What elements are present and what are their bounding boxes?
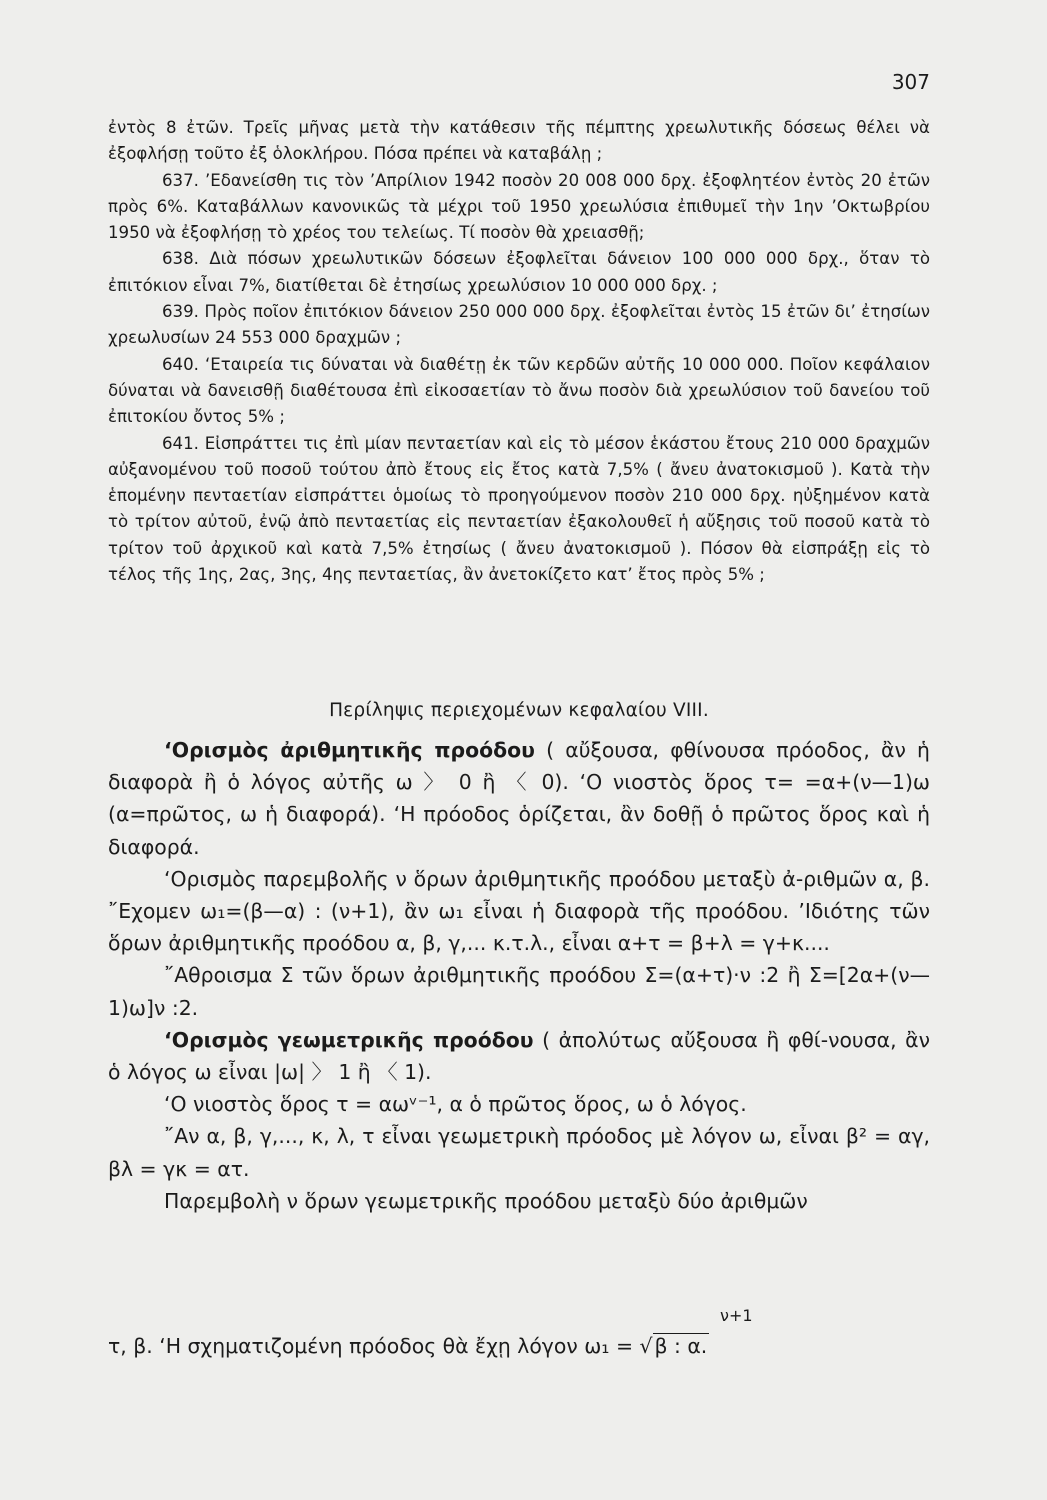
chapter-summary bbox=[108, 734, 930, 1217]
exercise-638: 638. Διὰ πόσων χρεωλυτικῶν δόσεων ἐξοφλεῖται δάνειον 100 000 000 δρχ., ὅταν τὸ ἐπιτόκιον εἶναι 7%, διατίθεται δὲ ἐτησίως χρεωλύσιον 10 000 000 δρχ. ; bbox=[108, 249, 930, 295]
root-radicand: β : α. bbox=[654, 1334, 708, 1358]
summary-arithmetic-heading: ‘Ορισμὸς ἀριθμητικῆς προόδου bbox=[164, 738, 535, 762]
summary-arithmetic-text: ( αὔξουσα, φθίνουσα πρόοδος, ἂν ἡ διαφορὰ ἢ ὁ λόγος αὐτῆς ω 〉 0 ἢ 〈 0). ‘Ο νιοστὸς ὅρος τ= =α+(ν—1)ω (α=πρῶτος, ω ἡ διαφορά). ‘Η πρόοδος ὁρίζεται, ἂν δοθῇ ὁ πρῶτος ὅρος καὶ ἡ διαφορά. bbox=[108, 738, 930, 859]
summary-geometric-ratio-line bbox=[108, 1330, 930, 1362]
radical-sign-icon: √ bbox=[639, 1334, 653, 1358]
exercise-637: 637. ’Εδανείσθη τις τὸν ’Απρίλιον 1942 ποσὸν 20 008 000 δρχ. ἐξοφλητέον ἐντὸς 20 ἐτῶν πρὸς 6%. Καταβάλλων κανονικῶς τὰ μέχρι τοῦ 1950 χρεωλύσια ἐπιθυμεῖ τὴν 1ην ’Οκτωβρίου 1950 νὰ ἐξοφλήσῃ τὸ χρέος του τελείως. Τί ποσὸν θὰ χρειασθῇ; bbox=[108, 170, 930, 243]
summary-arithmetic-sum: ῎Αθροισμα Σ τῶν ὅρων ἀριθμητικῆς προόδου Σ=(α+τ)·ν :2 ἢ Σ=[2α+(ν—1)ω]ν :2. bbox=[108, 963, 930, 1020]
root-index: ν+1 bbox=[720, 1306, 753, 1325]
summary-arithmetic-insertion: ‘Ορισμὸς παρεμβολῆς ν ὅρων ἀριθμητικῆς προόδου μεταξὺ ἀ-ριθμῶν α, β. ῎Εχομεν ω₁=(β—α) : (ν+1), ἂν ω₁ εἶναι ἡ διαφορὰ τῆς προόδου. ’Ιδιότης τῶν ὅρων ἀριθμητικῆς προόδου α, β, γ,... κ.τ.λ., εἶναι α+τ = β+λ = γ+κ.... bbox=[108, 866, 930, 956]
exercise-640: 640. ‘Εταιρεία τις δύναται νὰ διαθέτῃ ἐκ τῶν κερδῶν αὐτῆς 10 000 000. Ποῖον κεφάλαιον δύναται νὰ δανεισθῇ διαθέτουσα ἐπὶ εἰκοσαετίαν τὸ ἄνω ποσὸν διὰ χρεωλύσιον τοῦ δανείου τοῦ ἐπιτοκίου ὄντος 5% ; bbox=[108, 354, 930, 427]
exercises-block bbox=[108, 115, 930, 588]
summary-geometric-insertion: Παρεμβολὴ ν ὅρων γεωμετρικῆς προόδου μεταξὺ δύο ἀριθμῶν bbox=[164, 1188, 808, 1213]
summary-geometric-heading: ‘Ορισμὸς γεωμετρικῆς προόδου bbox=[164, 1027, 534, 1052]
ratio-line-text: τ, β. ‘Η σχηματιζομένη πρόοδος θὰ ἔχῃ λόγον ω₁ = bbox=[108, 1334, 640, 1358]
exercise-continuation: ἐντὸς 8 ἐτῶν. Τρεῖς μῆνας μετὰ τὴν κατάθεσιν τῆς πέμπτης χρεωλυτικῆς δόσεως θέλει νὰ ἐξοφλήσῃ τοῦτο ἐξ ὁλοκλήρου. Πόσα πρέπει νὰ καταβάλῃ ; bbox=[108, 118, 930, 164]
section-title: Περίληψις περιεχομένων κεφαλαίου VIII. bbox=[329, 700, 709, 721]
summary-geometric-text: ( ἀπολύτως αὔξουσα ἢ φθί-νουσα, ἂν ὁ λόγος ω εἶναι |ω| 〉 1 ἢ 〈 1). bbox=[108, 1027, 930, 1085]
summary-arithmetic-definition bbox=[108, 734, 930, 863]
summary-geometric-property: ῎Αν α, β, γ,..., κ, λ, τ εἶναι γεωμετρικὴ πρόοδος μὲ λόγον ω, εἶναι β² = αγ, βλ = γκ = ατ. bbox=[108, 1124, 930, 1181]
summary-geometric-nth-term: ‘Ο νιοστὸς ὅρος τ = αωᵛ⁻¹, α ὁ πρῶτος ὅρος, ω ὁ λόγος. bbox=[164, 1092, 747, 1117]
page-number: 307 bbox=[891, 70, 930, 94]
exercise-641: 641. Εἰσπράττει τις ἐπὶ μίαν πενταετίαν καὶ εἰς τὸ μέσον ἑκάστου ἔτους 210 000 δραχμῶν αὐξανομένου τοῦ ποσοῦ τούτου ἀπὸ ἔτους εἰς ἔτος κατὰ 7,5% ( ἄνευ ἀνατοκισμοῦ ). Κατὰ τὴν ἑπομένην πενταετίαν εἰσπράττει ὁμοίως τὸ προηγούμενον ποσὸν 210 000 δρχ. ηὐξημένον κατὰ τὸ τρίτον αὐτοῦ, ἐνῷ ἀπὸ πενταετίας εἰς πενταετίαν ἐξακολουθεῖ ἡ αὔξησις τοῦ ποσοῦ κατὰ τὸ τρίτον τοῦ ἀρχικοῦ καὶ κατὰ 7,5% ἐτησίως ( ἄνευ ἀνατοκισμοῦ ). Πόσον θὰ εἰσπράξῃ εἰς τὸ τέλος τῆς 1ης, 2ας, 3ης, 4ης πενταετίας, ἂν ἀνετοκίζετο κατ’ ἔτος πρὸς 5% ; bbox=[108, 433, 930, 585]
summary-geometric-definition bbox=[108, 1024, 930, 1088]
exercise-639: 639. Πρὸς ποῖον ἐπιτόκιον δάνειον 250 000 000 δρχ. ἐξοφλεῖται ἐντὸς 15 ἐτῶν δι’ ἐτησίων χρεωλυσίων 24 553 000 δραχμῶν ; bbox=[108, 302, 930, 348]
